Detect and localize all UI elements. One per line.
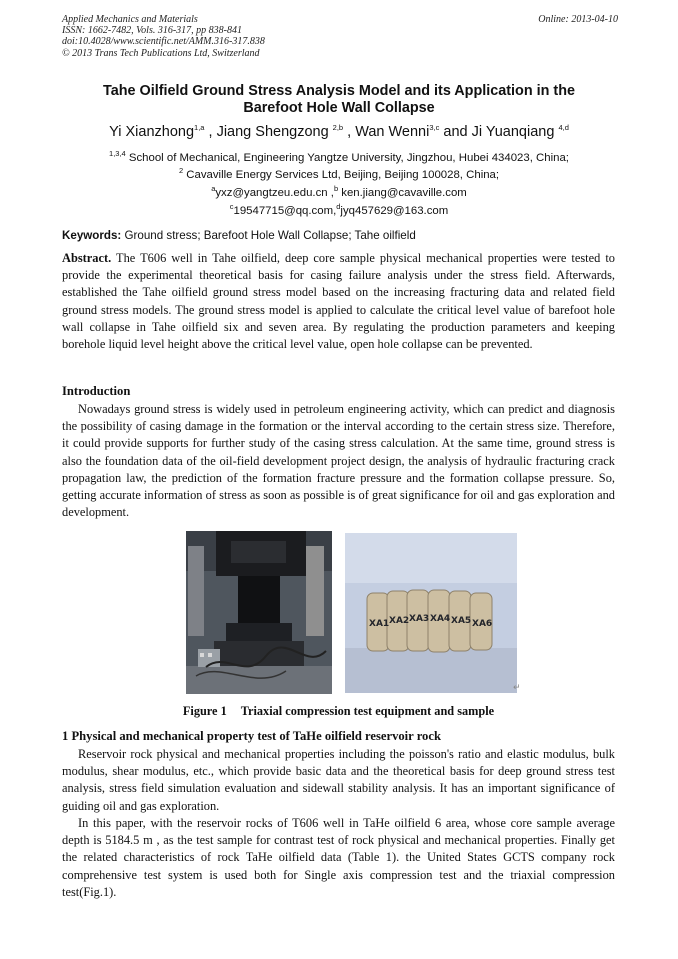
return-mark-icon: ↵ (513, 683, 521, 693)
figure-label: Figure 1 (182, 704, 227, 718)
sample-label: XA4 (430, 614, 451, 624)
title-line-2: Barefoot Hole Wall Collapse (243, 100, 435, 116)
email-c-sup: c (229, 202, 234, 212)
email-b[interactable]: ken.jiang@cavaville.com (338, 187, 467, 199)
sample-label: XA2 (389, 616, 410, 626)
sample-label: XA3 (409, 614, 430, 624)
section-1-paragraph-2: In this paper, with the reservoir rocks of T606 well in TaHe oilfield 6 area, whose core sample average depth is 5184.5 m , as the test sample for contrast test of rock physical and mechanical properties. Finally get the related characteristics of rock TaHe oilfield data (Table 1). the United States GCTS company rock comprehensive test system is used both for Single axis compression test and the triaxial compression test(Fig.1). (62, 816, 615, 899)
keywords-label: Keywords: (62, 229, 122, 242)
affiliation-2-sup: 2 (178, 166, 184, 176)
copyright-line: © 2013 Trans Tech Publications Ltd, Switzerland (62, 47, 260, 59)
abstract (62, 250, 615, 353)
affiliation-2-text: Cavaville Energy Services Ltd, Beijing, Beijing 100028, China; (183, 169, 500, 181)
email-d-sup: d (336, 202, 341, 212)
online-date: Online: 2013-04-10 (538, 14, 618, 25)
sample-label: XA1 (369, 619, 390, 629)
affiliation-1 (40, 151, 638, 165)
email-line-1 (40, 186, 638, 200)
doi-line: doi:10.4028/www.scientific.net/AMM.316-317.838 (62, 36, 265, 48)
email-c[interactable]: 19547715@qq.com, (233, 205, 337, 217)
journal-name: Applied Mechanics and Materials (62, 14, 198, 25)
affiliation-1-sup: 1,3,4 (109, 149, 126, 159)
rock-sample-photo (345, 533, 517, 693)
abstract-text: The T606 well in Tahe oilfield, deep core sample physical mechanical properties were tested to provide the experimental theoretical basis for casing failure analysis under the stress field. Afterwards, established the Tahe oilfield ground stress model based on the increasing fracturing data and related field ground stress models. The ground stress model is applied to calculate the critical level value of barefoot hole wall collapse in Tahe oilfield six and seven area. By regulating the production parameters and keeping borehole liquid level height above the critical level value, open hole collapse can be prevented. (62, 251, 615, 352)
intro-paragraph: Nowadays ground stress is widely used in petroleum engineering activity, which can predict and diagnosis the possibility of casing damage in the formation or the interval according to the certain stress size. Therefore, it could provide supports for further study of the casing stress calculation. At the same time, ground stress is also the foundation data of the oil-field development project design, the analysis of hydraulic fracturing crack propagation law, the prediction of the formation fracture pressure and the formation collapse pressure. So, getting accurate information of stress as soon as possible is of great significance for oil and gas exploration and development. (62, 402, 615, 520)
abstract-label: Abstract. (62, 251, 112, 265)
sample-label: XA5 (451, 616, 472, 626)
keywords (62, 229, 622, 242)
keywords-text: Ground stress; Barefoot Hole Wall Collapse; Tahe oilfield (121, 229, 416, 242)
issn-line: ISSN: 1662-7482, Vols. 316-317, pp 838-841 (62, 25, 242, 37)
email-a[interactable]: yxz@yangtzeu.edu.cn , (215, 187, 334, 199)
author-list (40, 123, 638, 141)
section-1-heading: 1 Physical and mechanical property test of TaHe oilfield reservoir rock (62, 729, 441, 743)
author-3: Wan Wenni (355, 124, 430, 140)
author-4-sup: 4,d (558, 123, 569, 133)
author-2: Jiang Shengzong (216, 124, 333, 140)
intro-heading: Introduction (62, 384, 131, 398)
title-line-1: Tahe Oilfield Ground Stress Analysis Model and its Application in the (102, 83, 576, 99)
author-sep-1: , (204, 124, 217, 140)
journal-header (62, 14, 618, 59)
section-1-paragraph-1: Reservoir rock physical and mechanical properties including the poisson's ratio and elastic modulus, bulk modulus, shear modulus, etc., which provide basic data and the theoretical basis for deep ground stress test analysis, stress field simulation evaluation and sidewall stability analysis. It has an important significance of guiding oil and gas exploration. (62, 747, 615, 813)
affiliation-2 (40, 168, 638, 182)
affiliation-1-text: School of Mechanical, Engineering Yangtze University, Jingzhou, Hubei 434023, China; (125, 152, 569, 164)
email-line-2 (40, 204, 638, 218)
email-d[interactable]: jyq457629@163.com (340, 205, 449, 217)
author-3-sup: 3,c (429, 123, 440, 133)
author-sep-2: , (343, 124, 356, 140)
author-4: Ji Yuanqiang (471, 124, 559, 140)
author-2-sup: 2,b (332, 123, 344, 133)
sample-label: XA6 (472, 619, 493, 629)
paper-title (40, 83, 638, 117)
email-a-sup: a (211, 184, 216, 194)
author-1: Yi Xianzhong (109, 124, 195, 140)
figure-caption-text: Triaxial compression test equipment and sample (240, 704, 495, 718)
author-sep-3: and (439, 124, 472, 140)
email-b-sup: b (333, 184, 339, 194)
figure-caption (62, 704, 615, 719)
test-equipment-photo (186, 531, 332, 694)
author-1-sup: 1,a (194, 123, 205, 133)
